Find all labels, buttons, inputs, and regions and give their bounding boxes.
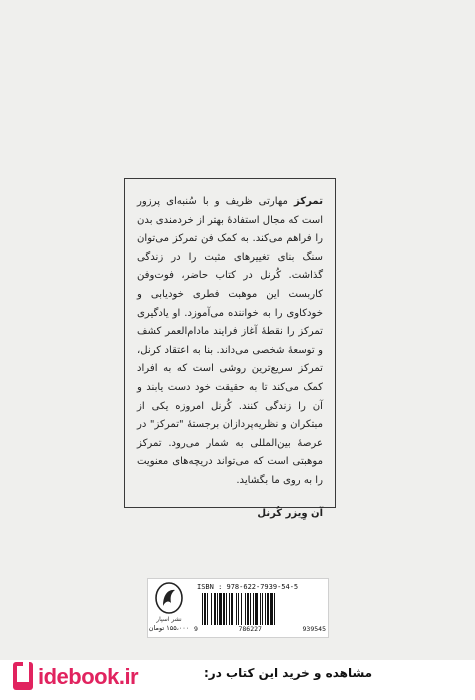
barcode-bars — [202, 593, 322, 625]
barcode-digit-group: 939545 — [302, 625, 326, 633]
publisher-logo-icon — [154, 581, 184, 615]
site-brand-link[interactable]: idebook.ir — [38, 664, 139, 689]
publisher-name: نشر اسپار — [156, 616, 182, 623]
blurb-lead-word: تمرکز — [294, 196, 323, 207]
price-label: ۱۵۵،۰۰۰ تومان — [148, 624, 190, 632]
barcode-digit-group: 786227 — [238, 625, 262, 633]
barcode-digits — [194, 625, 326, 633]
blurb-text: مهارتی ظریف و با سُنبه‌ای پرزور است که مجال استفادهٔ بهتر از خردمندی بدن را فراهم می‌کند. به کمک فن تمرکز می‌توان سنگ بنای تغییرهای مثبت را در زندگی گذاشت. کُرنل در کتاب حاضر، فوت‌وفن کاربست این موهبت فطری خودیابی و خودکاوی را به خواننده می‌آموزد. او یادگیری تمرکز را نقطهٔ آغاز فرایند مادام‌العمر کشف و توسعهٔ شخصی می‌داند. بنا به اعتقاد کرنل، تمرکز سریع‌ترین روشی است که به افراد کمک می‌کند تا به حقیقت خود دست یابند و آن را زندگی کنند. کُرنل امروزه یکی از مبتکران و نظریه‌پردازان برجستهٔ "تمرکز" در عرصهٔ بین‌المللی به شمار می‌رود. تمرکز موهبتی است که می‌تواند دریچه‌های معنویت را به روی ما بگشاید. — [137, 196, 323, 486]
barcode-digit-group: 9 — [194, 625, 198, 633]
blurb-box — [124, 178, 336, 519]
promo-text: مشاهده و خرید این کتاب در: — [204, 666, 373, 680]
book-bookmark-icon — [12, 660, 34, 692]
barcode — [194, 581, 326, 635]
author-name: آن وِیزر کُرنل — [257, 507, 323, 519]
barcode-bar — [275, 593, 277, 625]
barcode-panel — [147, 578, 329, 638]
isbn-label: ISBN : 978-622-7939-54-5 — [197, 583, 299, 591]
publisher-block — [150, 581, 188, 635]
